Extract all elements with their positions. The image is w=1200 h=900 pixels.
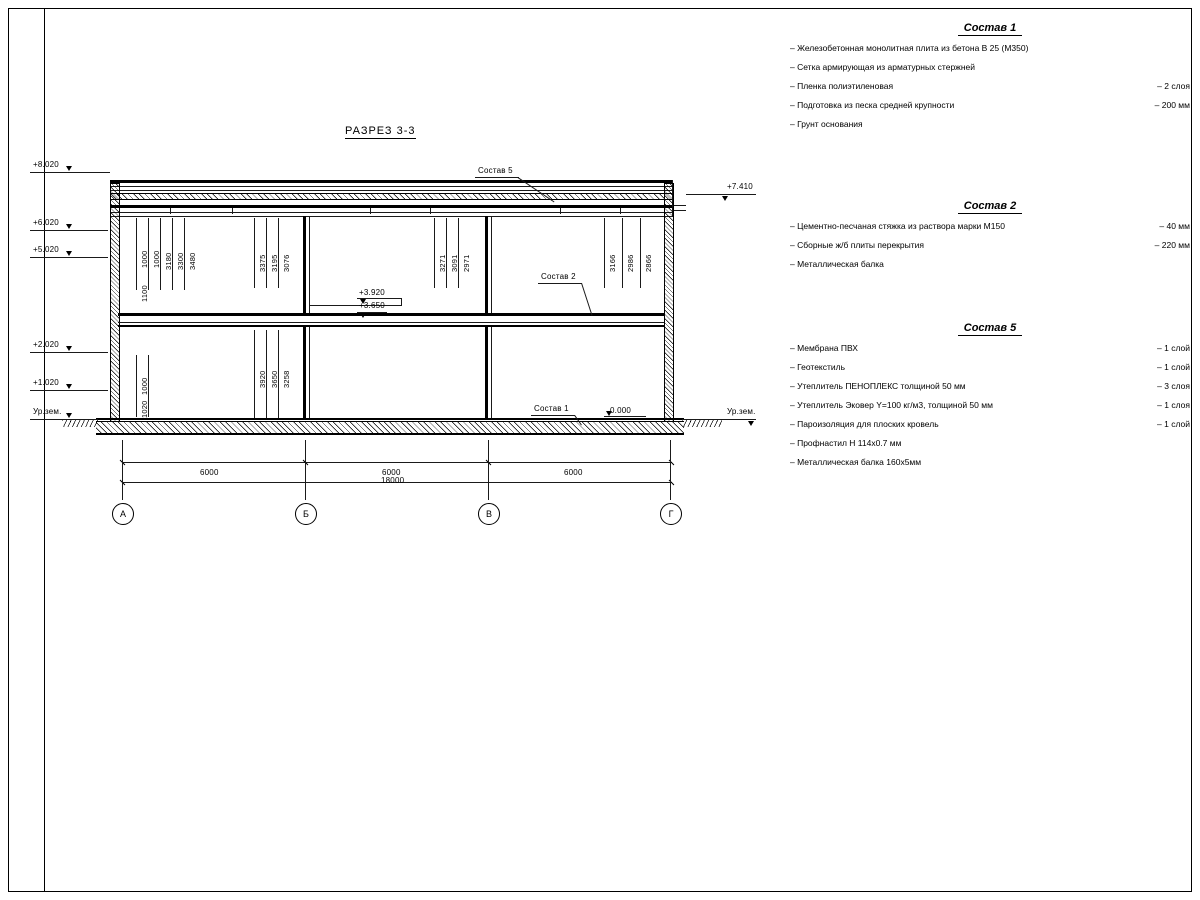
- spec-title-sostav1: [790, 22, 1190, 34]
- vdim-1100: 1100: [140, 285, 149, 302]
- roof-hanger-4: [430, 208, 431, 214]
- spec-row: [790, 81, 1190, 91]
- vdim-3180: 3180: [164, 252, 173, 270]
- spec-row-value: – 200 мм: [1154, 100, 1190, 110]
- spec-title-sostav5: [790, 322, 1190, 334]
- spec-block-sostav2: [790, 200, 1190, 278]
- spec-row-text: – Подготовка из песка средней крупности: [790, 100, 955, 110]
- dim-span-1: 6000: [200, 468, 219, 477]
- spec-row-text: – Пароизоляция для плоских кровель: [790, 419, 939, 429]
- column-b-upper: [303, 216, 306, 313]
- vdim-3480: 3480: [188, 252, 197, 270]
- spec-row-text: – Утеплитель Эковер Y=100 кг/м3, толщиной 50 мм: [790, 400, 993, 410]
- dim-ext-line-6: [136, 355, 137, 417]
- spec-row-text: – Металлическая балка 160х5мм: [790, 457, 922, 467]
- vdim-3650: 3650: [270, 370, 279, 388]
- spec-row-text: – Сетка армирующая из арматурных стержней: [790, 62, 976, 72]
- dim-total: 18000: [381, 476, 405, 485]
- level-line-5020: [30, 257, 108, 258]
- roof-hanger-6: [620, 208, 621, 214]
- column-b-lower: [303, 327, 306, 418]
- vdim-3375: 3375: [258, 254, 267, 272]
- dim-mid-line-3: [278, 218, 279, 288]
- vdim-3166: 3166: [608, 254, 617, 272]
- level-line-8020: [30, 172, 110, 173]
- vdim-1000b: 1000: [152, 250, 161, 268]
- spec-row-text: – Мембрана ПВХ: [790, 343, 858, 353]
- level-line-ground-left: [30, 419, 68, 420]
- spec-title-sostav2: [790, 200, 1190, 212]
- column-b-lower-edge: [309, 327, 310, 418]
- spec-row: [790, 400, 1190, 410]
- dim-bay4-line-1: [604, 218, 605, 288]
- level-arrow-1020: [66, 384, 72, 389]
- level-line-2020: [30, 352, 108, 353]
- level-mark-ground-right: Ур.зем.: [727, 407, 756, 416]
- dim-bay3-line-2: [446, 218, 447, 288]
- level-mark-3920: +3.920: [359, 288, 385, 297]
- column-v-lower-edge: [491, 327, 492, 418]
- spec-row-text: – Утеплитель ПЕНОПЛЕКС толщиной 50 мм: [790, 381, 966, 391]
- dim-mid-line-4: [254, 330, 255, 418]
- spec-block-sostav5: [790, 322, 1190, 476]
- roof-slab-layer-1: [110, 186, 672, 187]
- column-b-upper-edge: [309, 216, 310, 313]
- spec-row: [790, 43, 1190, 53]
- spec-row: [790, 457, 1190, 467]
- level-arrow-ground-right: [748, 421, 754, 426]
- callout-sostav2-label: Состав 2: [541, 272, 576, 281]
- roof-deck-hatch: [110, 193, 672, 200]
- axis-bubble-g: Г: [660, 503, 682, 525]
- callout-sostav1-label: Состав 1: [534, 404, 569, 413]
- spec-row: [790, 62, 1190, 72]
- dim-ext-line-1: [136, 218, 137, 290]
- vdim-3091: 3091: [450, 254, 459, 272]
- spec-row-value: – 1 слой: [1157, 362, 1190, 372]
- roof-ceiling-line: [110, 212, 672, 213]
- spec-row-text: – Пленка полиэтиленовая: [790, 81, 894, 91]
- vdim-3258: 3258: [282, 370, 291, 388]
- roof-hanger-2: [232, 208, 233, 214]
- axis-ext-a: [122, 440, 123, 500]
- dim-span-3: 6000: [564, 468, 583, 477]
- spec-row: [790, 240, 1190, 250]
- ground-line-left: [62, 420, 98, 427]
- mezzanine-slab-edge: [401, 298, 402, 306]
- axis-bubble-v: В: [478, 503, 500, 525]
- level-mark-8020: +8.020: [33, 160, 59, 169]
- spec-row-text: – Профнастил Н 114х0.7 мм: [790, 438, 902, 448]
- level-line-1020: [30, 390, 108, 391]
- axis-bubble-a: А: [112, 503, 134, 525]
- dim-bay3-line-3: [458, 218, 459, 288]
- axis-ext-b: [305, 440, 306, 500]
- callout-sostav1-underline: [531, 415, 575, 416]
- ground-line-right: [682, 420, 722, 427]
- spec-row: [790, 381, 1190, 391]
- spec-row: [790, 343, 1190, 353]
- spec-title-sostav1-text: Состав 1: [958, 22, 1023, 36]
- spec-row: [790, 221, 1190, 231]
- spec-row-text: – Грунт основания: [790, 119, 863, 129]
- specification-lists: [780, 0, 1200, 560]
- spec-row: [790, 119, 1190, 129]
- axis-ext-g: [670, 440, 671, 500]
- exterior-wall-left: [110, 183, 120, 422]
- dim-mid-line-1: [254, 218, 255, 288]
- level-arrow-8020: [66, 166, 72, 171]
- vdim-2971: 2971: [462, 254, 471, 272]
- level-line-6020: [30, 230, 108, 231]
- vdim-3920: 3920: [258, 370, 267, 388]
- spec-row: [790, 362, 1190, 372]
- level-arrow-7410: [722, 196, 728, 201]
- spec-row-text: – Металлическая балка: [790, 259, 884, 269]
- column-v-upper: [485, 216, 488, 313]
- vdim-3076: 3076: [282, 254, 291, 272]
- spec-row: [790, 438, 1190, 448]
- vdim-3195: 3195: [270, 254, 279, 272]
- vdim-3300: 3300: [176, 252, 185, 270]
- level-arrow-6020: [66, 224, 72, 229]
- section-drawing: [0, 0, 780, 560]
- level-mark-2020: +2.020: [33, 340, 59, 349]
- vdim-2986: 2986: [626, 254, 635, 272]
- level-arrow-0000: [606, 411, 612, 416]
- roof-slab-top: [110, 180, 672, 183]
- spec-block-sostav1: [790, 22, 1190, 138]
- callout-sostav2-underline: [538, 283, 582, 284]
- spec-row-text: – Железобетонная монолитная плита из бетона В 25 (М350): [790, 43, 1029, 53]
- axis-bubble-b: Б: [295, 503, 317, 525]
- callout-sostav5-label: Состав 5: [478, 166, 513, 175]
- spec-row: [790, 419, 1190, 429]
- spec-row-text: – Цементно-песчаная стяжка из раствора марки М150: [790, 221, 1005, 231]
- roof-slab-layer-2: [110, 190, 672, 191]
- spec-row: [790, 259, 1190, 269]
- spec-row-value: – 1 слой: [1157, 419, 1190, 429]
- dim-mid-line-2: [266, 218, 267, 288]
- vdim-1020: 1020: [140, 400, 149, 418]
- callout-sostav5-underline: [475, 177, 519, 178]
- column-v-upper-edge: [491, 216, 492, 313]
- dim-bay4-line-2: [622, 218, 623, 288]
- vdim-3271: 3271: [438, 254, 447, 272]
- spec-title-sostav5-text: Состав 5: [958, 322, 1023, 336]
- roof-hanger-3: [370, 208, 371, 214]
- ground-slab-top: [96, 418, 684, 420]
- sheet-border-bottom: [8, 891, 1192, 892]
- level-mark-ground-left: Ур.зем.: [33, 407, 62, 416]
- floor-beam-level2: [118, 325, 664, 327]
- mezzanine-slab: [310, 305, 402, 306]
- dim-bay3-line-1: [434, 218, 435, 288]
- vdim-1000c: 1000: [140, 377, 149, 395]
- spec-row-value: – 1 слоя: [1157, 400, 1190, 410]
- vdim-1000a: 1000: [140, 250, 149, 268]
- level-line-0000: [604, 416, 646, 417]
- spec-row-text: – Геотекстиль: [790, 362, 846, 372]
- level-mark-1020: +1.020: [33, 378, 59, 387]
- level-arrow-2020: [66, 346, 72, 351]
- level-arrow-3650: [360, 313, 366, 318]
- spec-row-value: – 1 слой: [1157, 343, 1190, 353]
- spec-row: [790, 100, 1190, 110]
- spec-row-value: – 220 мм: [1154, 240, 1190, 250]
- callout-sostav2-leader: [581, 283, 592, 316]
- floor-slab-level2-bottom: [118, 322, 664, 323]
- roof-ceiling-line-2: [110, 216, 672, 217]
- axis-ext-v: [488, 440, 489, 500]
- spec-title-sostav2-text: Состав 2: [958, 200, 1023, 214]
- roof-right-cap-2: [672, 210, 686, 211]
- level-mark-5020: +5.020: [33, 245, 59, 254]
- level-mark-0000: 0.000: [610, 406, 632, 415]
- level-mark-7410: +7.410: [727, 182, 753, 191]
- roof-right-cap: [672, 205, 686, 206]
- level-arrow-ground-left: [66, 413, 72, 418]
- roof-hanger-1: [170, 208, 171, 214]
- level-arrow-5020: [66, 251, 72, 256]
- ground-slab-bottom: [96, 433, 684, 435]
- column-v-lower: [485, 327, 488, 418]
- dim-chain-spans: [122, 462, 672, 463]
- spec-row-value: – 40 мм: [1159, 221, 1190, 231]
- exterior-wall-right: [664, 183, 674, 422]
- roof-beam-line: [110, 205, 672, 208]
- spec-row-value: – 3 слоя: [1157, 381, 1190, 391]
- level-mark-3650: +3.650: [359, 301, 385, 310]
- spec-row-value: – 2 слоя: [1157, 81, 1190, 91]
- spec-row-text: – Сборные ж/б плиты перекрытия: [790, 240, 924, 250]
- dim-span-2: 6000: [382, 468, 401, 477]
- drawing-title: РАЗРЕЗ 3-3: [345, 125, 416, 137]
- roof-hanger-5: [560, 208, 561, 214]
- dim-bay4-line-3: [640, 218, 641, 288]
- level-line-ground-right: [714, 419, 756, 420]
- level-mark-6020: +6.020: [33, 218, 59, 227]
- vdim-2866: 2866: [644, 254, 653, 272]
- level-line-7410: [686, 194, 756, 195]
- floor-slab-level2-top: [118, 313, 664, 316]
